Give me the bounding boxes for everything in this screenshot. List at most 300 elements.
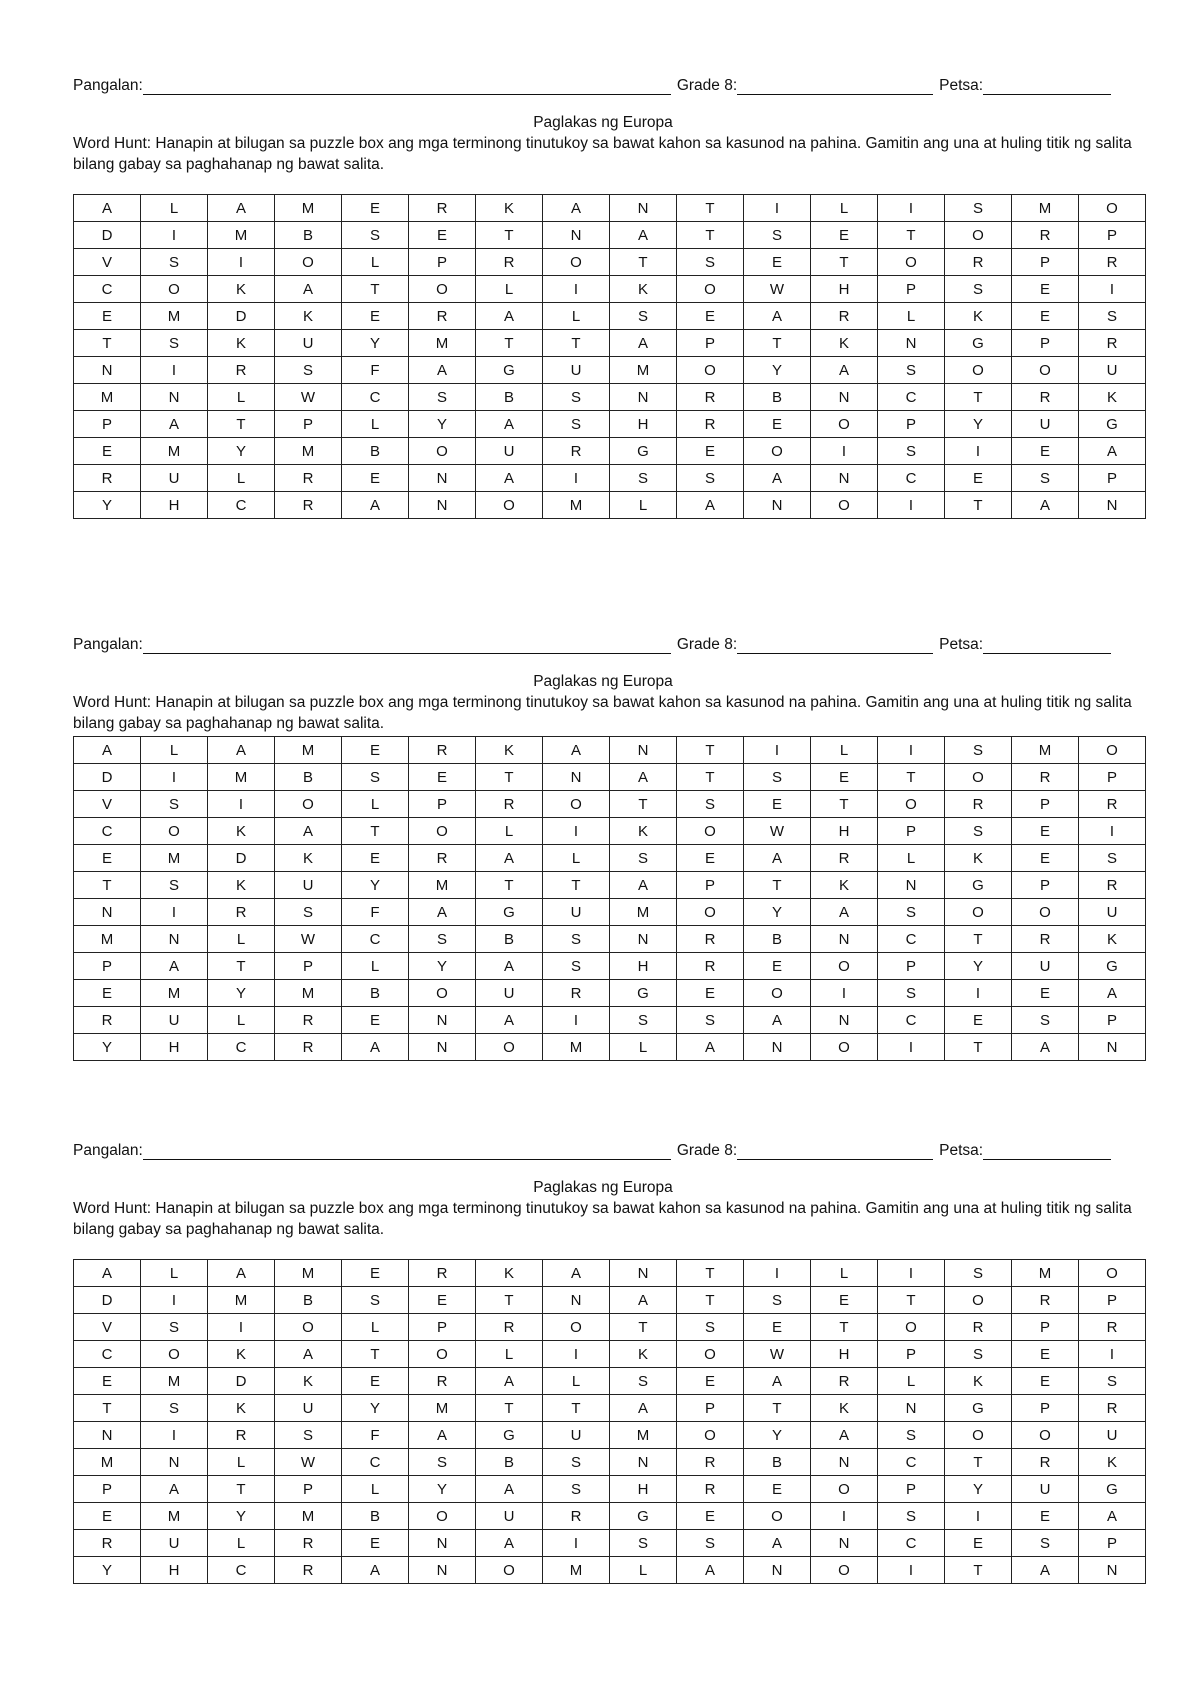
grid-cell[interactable]: A [476,411,543,438]
grid-cell[interactable]: R [543,980,610,1007]
grid-cell[interactable]: P [677,872,744,899]
grid-cell[interactable]: P [1012,872,1079,899]
grid-cell[interactable]: U [476,980,543,1007]
grid-cell[interactable]: M [1012,1260,1079,1287]
grid-cell[interactable]: L [878,1368,945,1395]
grid-cell[interactable]: O [1079,737,1146,764]
grid-cell[interactable]: U [1079,899,1146,926]
grid-cell[interactable]: O [275,1314,342,1341]
grid-cell[interactable]: O [409,1341,476,1368]
grid-cell[interactable]: H [811,818,878,845]
grid-cell[interactable]: C [208,492,275,519]
grid-cell[interactable]: E [342,1368,409,1395]
grid-cell[interactable]: R [1079,1314,1146,1341]
grid-cell[interactable]: U [275,1395,342,1422]
grid-cell[interactable]: L [141,195,208,222]
grid-cell[interactable]: S [878,980,945,1007]
grid-cell[interactable]: A [342,492,409,519]
grid-cell[interactable]: M [610,1422,677,1449]
grid-cell[interactable]: T [945,1034,1012,1061]
grid-cell[interactable]: S [141,791,208,818]
name-blank[interactable] [143,1145,671,1160]
grid-cell[interactable]: N [409,1557,476,1584]
grid-cell[interactable]: E [409,764,476,791]
grid-cell[interactable]: S [342,222,409,249]
grid-cell[interactable]: O [543,1314,610,1341]
grid-cell[interactable]: P [74,411,141,438]
grid-cell[interactable]: T [677,764,744,791]
grid-cell[interactable]: K [208,872,275,899]
grid-cell[interactable]: K [1079,384,1146,411]
grid-cell[interactable]: T [677,1260,744,1287]
grid-cell[interactable]: A [543,1260,610,1287]
grid-cell[interactable]: A [1079,1503,1146,1530]
grid-cell[interactable]: E [409,222,476,249]
grid-cell[interactable]: D [74,222,141,249]
grid-cell[interactable]: A [409,1422,476,1449]
grid-cell[interactable]: E [677,1503,744,1530]
grid-cell[interactable]: P [1079,1007,1146,1034]
grid-cell[interactable]: R [1079,249,1146,276]
grid-cell[interactable]: O [811,953,878,980]
grid-cell[interactable]: N [744,1034,811,1061]
grid-cell[interactable]: Y [945,411,1012,438]
grid-cell[interactable]: I [744,195,811,222]
grade-blank[interactable] [737,80,933,95]
grid-cell[interactable]: N [811,1449,878,1476]
grid-cell[interactable]: R [945,1314,1012,1341]
grid-cell[interactable]: S [409,926,476,953]
grid-cell[interactable]: S [543,411,610,438]
grid-cell[interactable]: I [208,791,275,818]
grid-cell[interactable]: Y [342,872,409,899]
grid-cell[interactable]: O [945,1287,1012,1314]
grid-cell[interactable]: R [275,1034,342,1061]
grid-cell[interactable]: N [141,384,208,411]
grid-cell[interactable]: K [945,303,1012,330]
grid-cell[interactable]: U [275,330,342,357]
grid-cell[interactable]: O [811,1034,878,1061]
grid-cell[interactable]: N [610,737,677,764]
grid-cell[interactable]: T [476,1287,543,1314]
grid-cell[interactable]: L [476,276,543,303]
grid-cell[interactable]: O [677,357,744,384]
grid-cell[interactable]: L [208,384,275,411]
grid-cell[interactable]: Y [945,1476,1012,1503]
grid-cell[interactable]: I [945,1503,1012,1530]
grid-cell[interactable]: U [141,1530,208,1557]
grid-cell[interactable]: E [1012,276,1079,303]
grid-cell[interactable]: S [543,1449,610,1476]
grid-cell[interactable]: M [74,384,141,411]
grid-cell[interactable]: O [1079,195,1146,222]
grid-cell[interactable]: N [744,1557,811,1584]
grid-cell[interactable]: R [945,249,1012,276]
grid-cell[interactable]: B [342,980,409,1007]
grade-blank[interactable] [737,1145,933,1160]
grid-cell[interactable]: I [543,1341,610,1368]
grid-cell[interactable]: I [543,1530,610,1557]
grid-cell[interactable]: E [677,1368,744,1395]
grid-cell[interactable]: E [945,1530,1012,1557]
grid-cell[interactable]: T [74,330,141,357]
grid-cell[interactable]: Y [208,438,275,465]
grid-cell[interactable]: S [543,384,610,411]
grid-cell[interactable]: M [275,1503,342,1530]
grid-cell[interactable]: P [275,953,342,980]
grid-cell[interactable]: T [543,1395,610,1422]
grid-cell[interactable]: R [1079,791,1146,818]
grid-cell[interactable]: P [878,411,945,438]
grid-cell[interactable]: C [878,926,945,953]
grid-cell[interactable]: S [677,1314,744,1341]
grid-cell[interactable]: E [74,980,141,1007]
grid-cell[interactable]: I [1079,818,1146,845]
grid-cell[interactable]: K [811,872,878,899]
grid-cell[interactable]: S [610,845,677,872]
grid-cell[interactable]: S [275,357,342,384]
grid-cell[interactable]: L [208,926,275,953]
grid-cell[interactable]: G [476,899,543,926]
grid-cell[interactable]: R [543,1503,610,1530]
grid-cell[interactable]: T [878,1287,945,1314]
grid-cell[interactable]: E [342,1260,409,1287]
grid-cell[interactable]: T [878,764,945,791]
grid-cell[interactable]: R [1079,1395,1146,1422]
grid-cell[interactable]: O [878,249,945,276]
grid-cell[interactable]: L [878,303,945,330]
grid-cell[interactable]: Y [74,1034,141,1061]
grid-cell[interactable]: I [811,1503,878,1530]
grid-cell[interactable]: O [141,276,208,303]
grid-cell[interactable]: Y [744,899,811,926]
grid-cell[interactable]: O [476,492,543,519]
grid-cell[interactable]: P [1012,330,1079,357]
grid-cell[interactable]: S [878,1503,945,1530]
grid-cell[interactable]: S [744,1287,811,1314]
grid-cell[interactable]: E [1012,1368,1079,1395]
grid-cell[interactable]: I [878,737,945,764]
grid-cell[interactable]: E [342,195,409,222]
grid-cell[interactable]: N [610,926,677,953]
grid-cell[interactable]: R [677,1449,744,1476]
grid-cell[interactable]: T [945,1557,1012,1584]
grid-cell[interactable]: A [543,737,610,764]
grid-cell[interactable]: L [141,1260,208,1287]
grid-cell[interactable]: M [543,492,610,519]
grid-cell[interactable]: O [409,276,476,303]
grid-cell[interactable]: N [409,1007,476,1034]
grid-cell[interactable]: E [409,1287,476,1314]
grid-cell[interactable]: D [208,1368,275,1395]
grid-cell[interactable]: E [342,1007,409,1034]
grid-cell[interactable]: O [543,249,610,276]
grid-cell[interactable]: R [543,438,610,465]
grid-cell[interactable]: I [811,438,878,465]
grid-cell[interactable]: R [677,1476,744,1503]
grid-cell[interactable]: H [141,1034,208,1061]
grid-cell[interactable]: Y [409,411,476,438]
grid-cell[interactable]: M [208,222,275,249]
grid-cell[interactable]: M [1012,737,1079,764]
grid-cell[interactable]: O [1012,1422,1079,1449]
grid-cell[interactable]: T [476,222,543,249]
grid-cell[interactable]: N [811,926,878,953]
grid-cell[interactable]: Y [342,330,409,357]
grid-cell[interactable]: T [476,330,543,357]
grid-cell[interactable]: S [1079,845,1146,872]
grid-cell[interactable]: I [878,492,945,519]
grid-cell[interactable]: O [1012,899,1079,926]
grid-cell[interactable]: R [409,1368,476,1395]
grid-cell[interactable]: C [878,384,945,411]
grid-cell[interactable]: R [476,1314,543,1341]
grid-cell[interactable]: M [1012,195,1079,222]
grid-cell[interactable]: I [811,980,878,1007]
grid-cell[interactable]: E [945,465,1012,492]
grid-cell[interactable]: K [208,330,275,357]
grid-cell[interactable]: M [141,845,208,872]
grid-cell[interactable]: T [744,1395,811,1422]
grid-cell[interactable]: N [141,1449,208,1476]
grid-cell[interactable]: N [543,764,610,791]
grid-cell[interactable]: W [275,1449,342,1476]
grid-cell[interactable]: R [409,195,476,222]
grid-cell[interactable]: A [543,195,610,222]
grid-cell[interactable]: N [878,872,945,899]
grid-cell[interactable]: P [1079,764,1146,791]
grid-cell[interactable]: E [342,465,409,492]
grid-cell[interactable]: S [342,764,409,791]
grid-cell[interactable]: R [1079,330,1146,357]
grid-cell[interactable]: K [208,1395,275,1422]
grid-cell[interactable]: A [476,1476,543,1503]
grid-cell[interactable]: V [74,249,141,276]
grid-cell[interactable]: R [275,465,342,492]
grid-cell[interactable]: T [543,330,610,357]
grid-cell[interactable]: P [1012,1395,1079,1422]
grid-cell[interactable]: G [610,438,677,465]
grid-cell[interactable]: P [878,1476,945,1503]
grid-cell[interactable]: C [74,1341,141,1368]
grid-cell[interactable]: L [342,249,409,276]
grid-cell[interactable]: T [208,1476,275,1503]
grid-cell[interactable]: M [275,438,342,465]
grid-cell[interactable]: G [1079,953,1146,980]
grid-cell[interactable]: M [208,1287,275,1314]
grid-cell[interactable]: A [476,465,543,492]
grid-cell[interactable]: R [409,303,476,330]
grid-cell[interactable]: E [1012,1341,1079,1368]
grid-cell[interactable]: B [476,1449,543,1476]
grid-cell[interactable]: Y [409,1476,476,1503]
grid-cell[interactable]: M [409,872,476,899]
grid-cell[interactable]: S [1012,465,1079,492]
grid-cell[interactable]: C [342,926,409,953]
grid-cell[interactable]: L [208,1449,275,1476]
grid-cell[interactable]: R [1012,1287,1079,1314]
grid-cell[interactable]: R [74,465,141,492]
grid-cell[interactable]: M [610,899,677,926]
grid-cell[interactable]: N [610,195,677,222]
grid-cell[interactable]: I [945,438,1012,465]
grid-cell[interactable]: E [342,1530,409,1557]
grid-cell[interactable]: M [141,1503,208,1530]
grid-cell[interactable]: I [141,899,208,926]
grid-cell[interactable]: A [74,737,141,764]
grid-cell[interactable]: R [409,845,476,872]
grid-cell[interactable]: W [744,818,811,845]
grid-cell[interactable]: P [275,1476,342,1503]
grid-cell[interactable]: N [141,926,208,953]
grid-cell[interactable]: T [811,1314,878,1341]
grid-cell[interactable]: H [141,492,208,519]
grid-cell[interactable]: R [275,492,342,519]
grid-cell[interactable]: B [342,438,409,465]
grid-cell[interactable]: R [1012,764,1079,791]
grid-cell[interactable]: L [208,1007,275,1034]
grid-cell[interactable]: R [409,1260,476,1287]
grid-cell[interactable]: L [342,1476,409,1503]
grid-cell[interactable]: A [141,1476,208,1503]
grid-cell[interactable]: R [677,953,744,980]
grid-cell[interactable]: R [677,384,744,411]
grid-cell[interactable]: E [1012,438,1079,465]
grid-cell[interactable]: P [1012,791,1079,818]
grid-cell[interactable]: O [141,818,208,845]
grid-cell[interactable]: E [811,222,878,249]
grid-cell[interactable]: G [610,980,677,1007]
grid-cell[interactable]: R [208,899,275,926]
grid-cell[interactable]: K [1079,926,1146,953]
grid-cell[interactable]: A [610,222,677,249]
grid-cell[interactable]: N [610,1449,677,1476]
grid-cell[interactable]: R [1012,384,1079,411]
grid-cell[interactable]: U [141,1007,208,1034]
grid-cell[interactable]: E [342,303,409,330]
grid-cell[interactable]: T [342,1341,409,1368]
grid-cell[interactable]: N [744,492,811,519]
grid-cell[interactable]: O [409,980,476,1007]
grid-cell[interactable]: O [476,1557,543,1584]
grid-cell[interactable]: P [878,1341,945,1368]
grid-cell[interactable]: B [342,1503,409,1530]
grid-cell[interactable]: T [74,1395,141,1422]
grid-cell[interactable]: O [878,791,945,818]
grid-cell[interactable]: S [878,1422,945,1449]
grid-cell[interactable]: H [811,1341,878,1368]
grid-cell[interactable]: P [677,330,744,357]
grid-cell[interactable]: G [945,872,1012,899]
grid-cell[interactable]: T [677,1287,744,1314]
grid-cell[interactable]: A [677,1034,744,1061]
grid-cell[interactable]: L [811,195,878,222]
grid-cell[interactable]: E [744,411,811,438]
grid-cell[interactable]: G [476,1422,543,1449]
grid-cell[interactable]: M [409,1395,476,1422]
grid-cell[interactable]: A [1079,980,1146,1007]
grid-cell[interactable]: I [744,1260,811,1287]
grid-cell[interactable]: T [744,330,811,357]
grid-cell[interactable]: T [945,926,1012,953]
grid-cell[interactable]: T [476,872,543,899]
grid-cell[interactable]: O [275,791,342,818]
grid-cell[interactable]: N [74,357,141,384]
grid-cell[interactable]: O [543,791,610,818]
grid-cell[interactable]: A [141,953,208,980]
grid-cell[interactable]: P [878,818,945,845]
grid-cell[interactable]: F [342,899,409,926]
grid-cell[interactable]: P [1079,1287,1146,1314]
grid-cell[interactable]: R [811,845,878,872]
grid-cell[interactable]: S [677,249,744,276]
grid-cell[interactable]: N [543,1287,610,1314]
grid-cell[interactable]: A [208,1260,275,1287]
grid-cell[interactable]: I [1079,276,1146,303]
grid-cell[interactable]: E [74,845,141,872]
grid-cell[interactable]: A [1012,492,1079,519]
grid-cell[interactable]: A [275,1341,342,1368]
grid-cell[interactable]: M [275,1260,342,1287]
grid-cell[interactable]: L [476,1341,543,1368]
grid-cell[interactable]: T [677,195,744,222]
grid-cell[interactable]: H [610,953,677,980]
grid-cell[interactable]: D [208,303,275,330]
grid-cell[interactable]: I [878,1034,945,1061]
grid-cell[interactable]: S [543,926,610,953]
grid-cell[interactable]: B [476,926,543,953]
grid-cell[interactable]: O [677,818,744,845]
grid-cell[interactable]: I [543,276,610,303]
grade-blank[interactable] [737,639,933,654]
grid-cell[interactable]: I [141,1287,208,1314]
grid-cell[interactable]: O [945,222,1012,249]
grid-cell[interactable]: F [342,357,409,384]
grid-cell[interactable]: I [543,1007,610,1034]
grid-cell[interactable]: T [342,818,409,845]
grid-cell[interactable]: N [74,899,141,926]
grid-cell[interactable]: I [543,818,610,845]
grid-cell[interactable]: A [476,1368,543,1395]
grid-cell[interactable]: H [141,1557,208,1584]
grid-cell[interactable]: N [878,330,945,357]
grid-cell[interactable]: U [1012,411,1079,438]
grid-cell[interactable]: S [275,899,342,926]
grid-cell[interactable]: I [208,249,275,276]
grid-cell[interactable]: C [878,465,945,492]
grid-cell[interactable]: S [878,357,945,384]
grid-cell[interactable]: S [610,1368,677,1395]
grid-cell[interactable]: T [610,249,677,276]
grid-cell[interactable]: C [74,276,141,303]
grid-cell[interactable]: U [543,899,610,926]
grid-cell[interactable]: E [677,980,744,1007]
grid-cell[interactable]: A [677,492,744,519]
grid-cell[interactable]: E [1012,1503,1079,1530]
grid-cell[interactable]: S [677,1007,744,1034]
grid-cell[interactable]: I [878,1557,945,1584]
grid-cell[interactable]: S [878,899,945,926]
grid-cell[interactable]: L [342,1314,409,1341]
grid-cell[interactable]: Y [744,357,811,384]
grid-cell[interactable]: P [74,953,141,980]
grid-cell[interactable]: M [409,330,476,357]
grid-cell[interactable]: P [1012,249,1079,276]
date-blank[interactable] [983,639,1111,654]
grid-cell[interactable]: R [74,1530,141,1557]
grid-cell[interactable]: S [945,818,1012,845]
grid-cell[interactable]: U [476,438,543,465]
